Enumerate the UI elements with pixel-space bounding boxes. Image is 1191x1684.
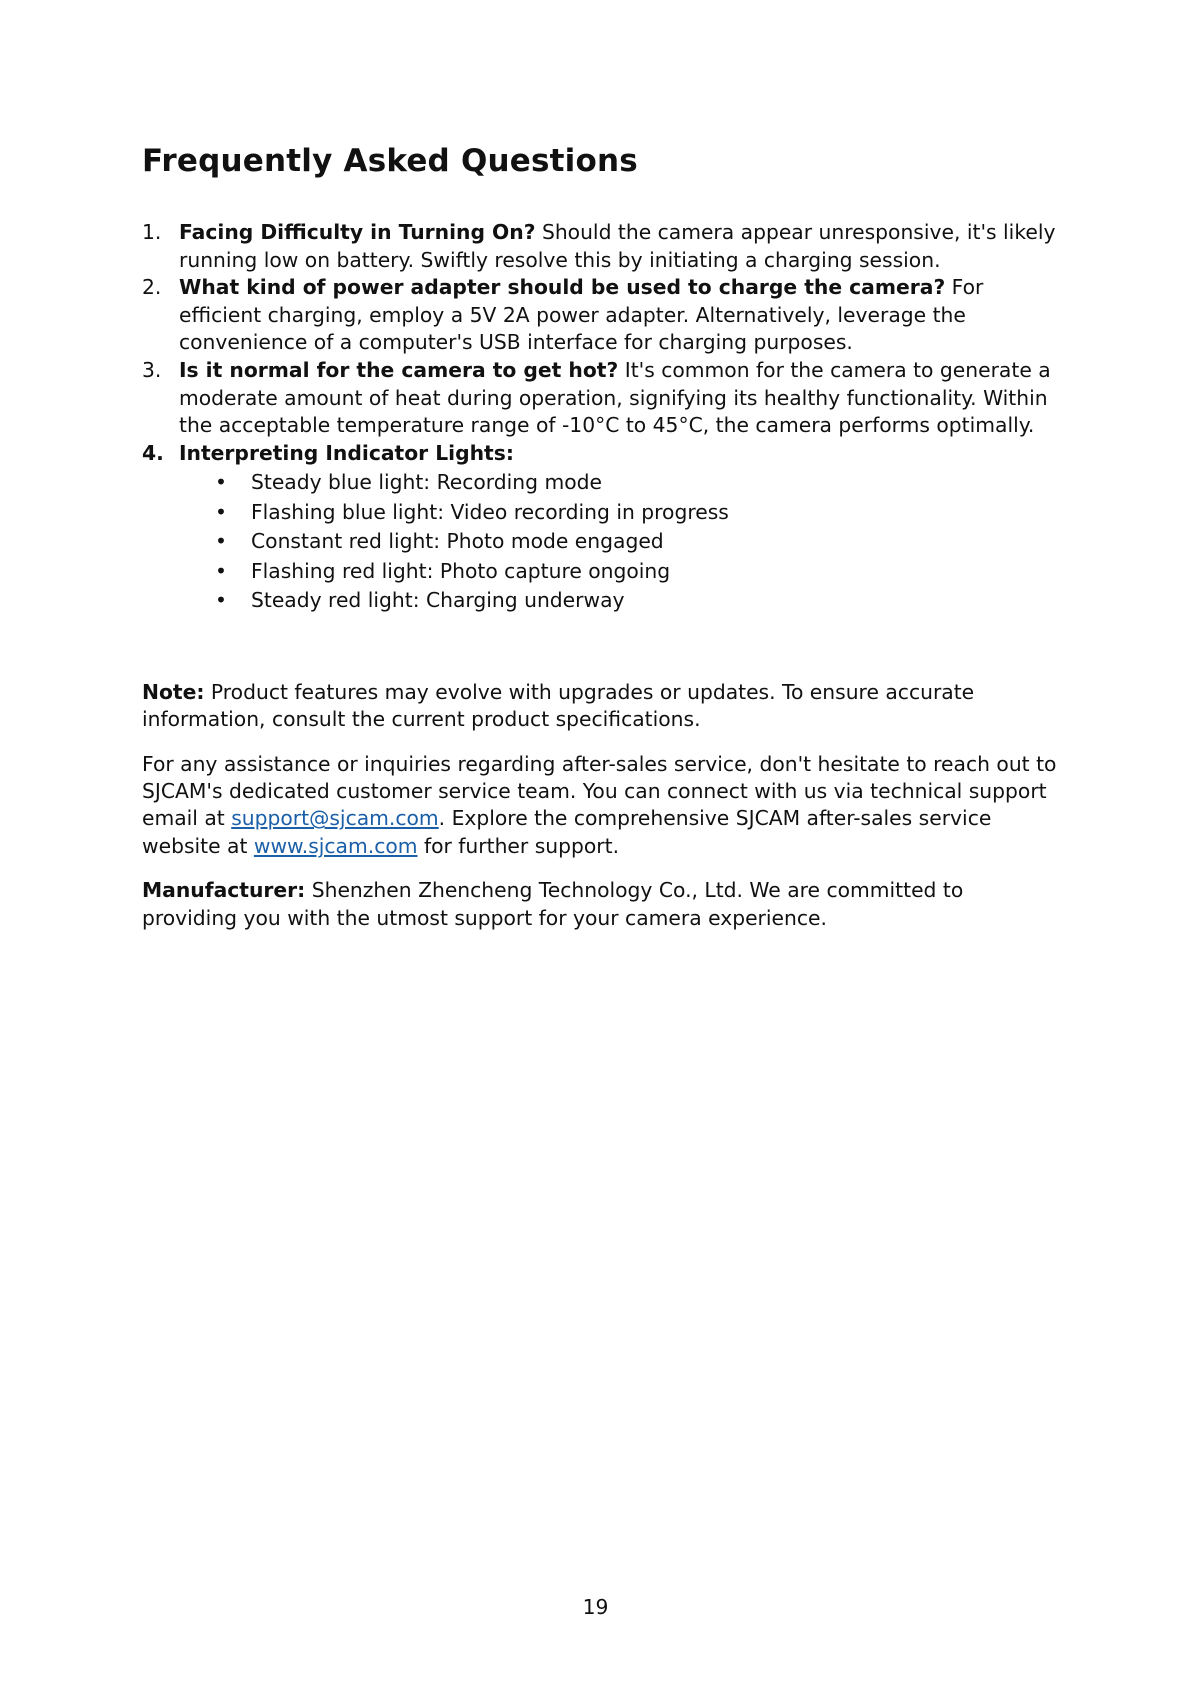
- indicator-light-item: [179, 557, 1062, 587]
- indicator-light-text: Flashing red light: Photo capture ongoing: [251, 558, 671, 583]
- manufacturer-text: Shenzhen Zhencheng Technology Co., Ltd. We are committed to providing you with the utmost support for your camera experience.: [142, 878, 964, 930]
- support-text: for further support.: [417, 833, 620, 858]
- indicator-light-text: Constant red light: Photo mode engaged: [251, 529, 664, 554]
- note-paragraph: [142, 679, 1062, 734]
- faq-question: Is it normal for the camera to get hot?: [179, 357, 619, 382]
- indicator-light-item: [179, 586, 1062, 616]
- faq-item-number: 1.: [142, 220, 162, 244]
- faq-item-number: 2.: [142, 275, 162, 300]
- faq-item-4: [142, 440, 1062, 616]
- faq-item-1: [142, 219, 1062, 274]
- bullet-icon: •: [215, 499, 227, 524]
- indicator-light-item: [179, 498, 1062, 528]
- bullet-icon: •: [215, 588, 227, 613]
- faq-answer: For efficient charging, employ a 5V 2A power adapter. Alternatively, leverage the convenience of a computer's USB interface for charging purposes.: [179, 275, 984, 355]
- faq-item-number: 3.: [142, 357, 162, 382]
- bullet-icon: •: [215, 529, 227, 554]
- indicator-light-text: Flashing blue light: Video recording in progress: [251, 499, 729, 524]
- faq-item-3: [142, 357, 1062, 440]
- indicator-light-text: Steady blue light: Recording mode: [251, 470, 602, 495]
- indicator-light-text: Steady red light: Charging underway: [251, 588, 625, 613]
- faq-list: [142, 219, 1062, 616]
- faq-item-2: [142, 274, 1062, 357]
- support-paragraph: [142, 751, 1062, 861]
- page-number: 19: [582, 1595, 609, 1619]
- faq-item-number: 4.: [142, 440, 164, 465]
- manufacturer-label: Manufacturer:: [142, 878, 306, 903]
- faq-question: What kind of power adapter should be used to charge the camera?: [179, 275, 946, 300]
- indicator-light-item: [179, 468, 1062, 498]
- note-text: Product features may evolve with upgrades or updates. To ensure accurate information, consult the current product specifications.: [142, 679, 975, 732]
- bullet-icon: •: [215, 558, 227, 583]
- note-label: Note:: [142, 679, 205, 704]
- faq-question: Interpreting Indicator Lights:: [179, 440, 514, 465]
- support-email-link[interactable]: support@sjcam.com: [231, 806, 439, 831]
- faq-answer: Should the camera appear unresponsive, it's likely running low on battery. Swiftly resolve this by initiating a charging session.: [179, 220, 1056, 272]
- page-content: [142, 136, 1062, 932]
- support-text: . Explore the comprehensive SJCAM after-sales service website at: [142, 806, 992, 858]
- support-website-link[interactable]: www.sjcam.com: [253, 833, 418, 858]
- bullet-icon: •: [215, 470, 227, 495]
- indicator-lights-list: [179, 468, 1062, 616]
- faq-question: Facing Difficulty in Turning On?: [179, 220, 536, 244]
- manufacturer-paragraph: [142, 877, 1062, 932]
- support-text: For any assistance or inquiries regarding after-sales service, don't hesitate to reach out to SJCAM's dedicated customer service team. You can connect with us via technical support email at: [142, 751, 1057, 831]
- faq-answer: It's common for the camera to generate a moderate amount of heat during operation, signifying its healthy functionality. Within the acceptable temperature range of -10°C to 45°C, the camera performs optimally.: [179, 357, 1051, 438]
- page-title: Frequently Asked Questions: [142, 143, 638, 179]
- indicator-light-item: [179, 527, 1062, 557]
